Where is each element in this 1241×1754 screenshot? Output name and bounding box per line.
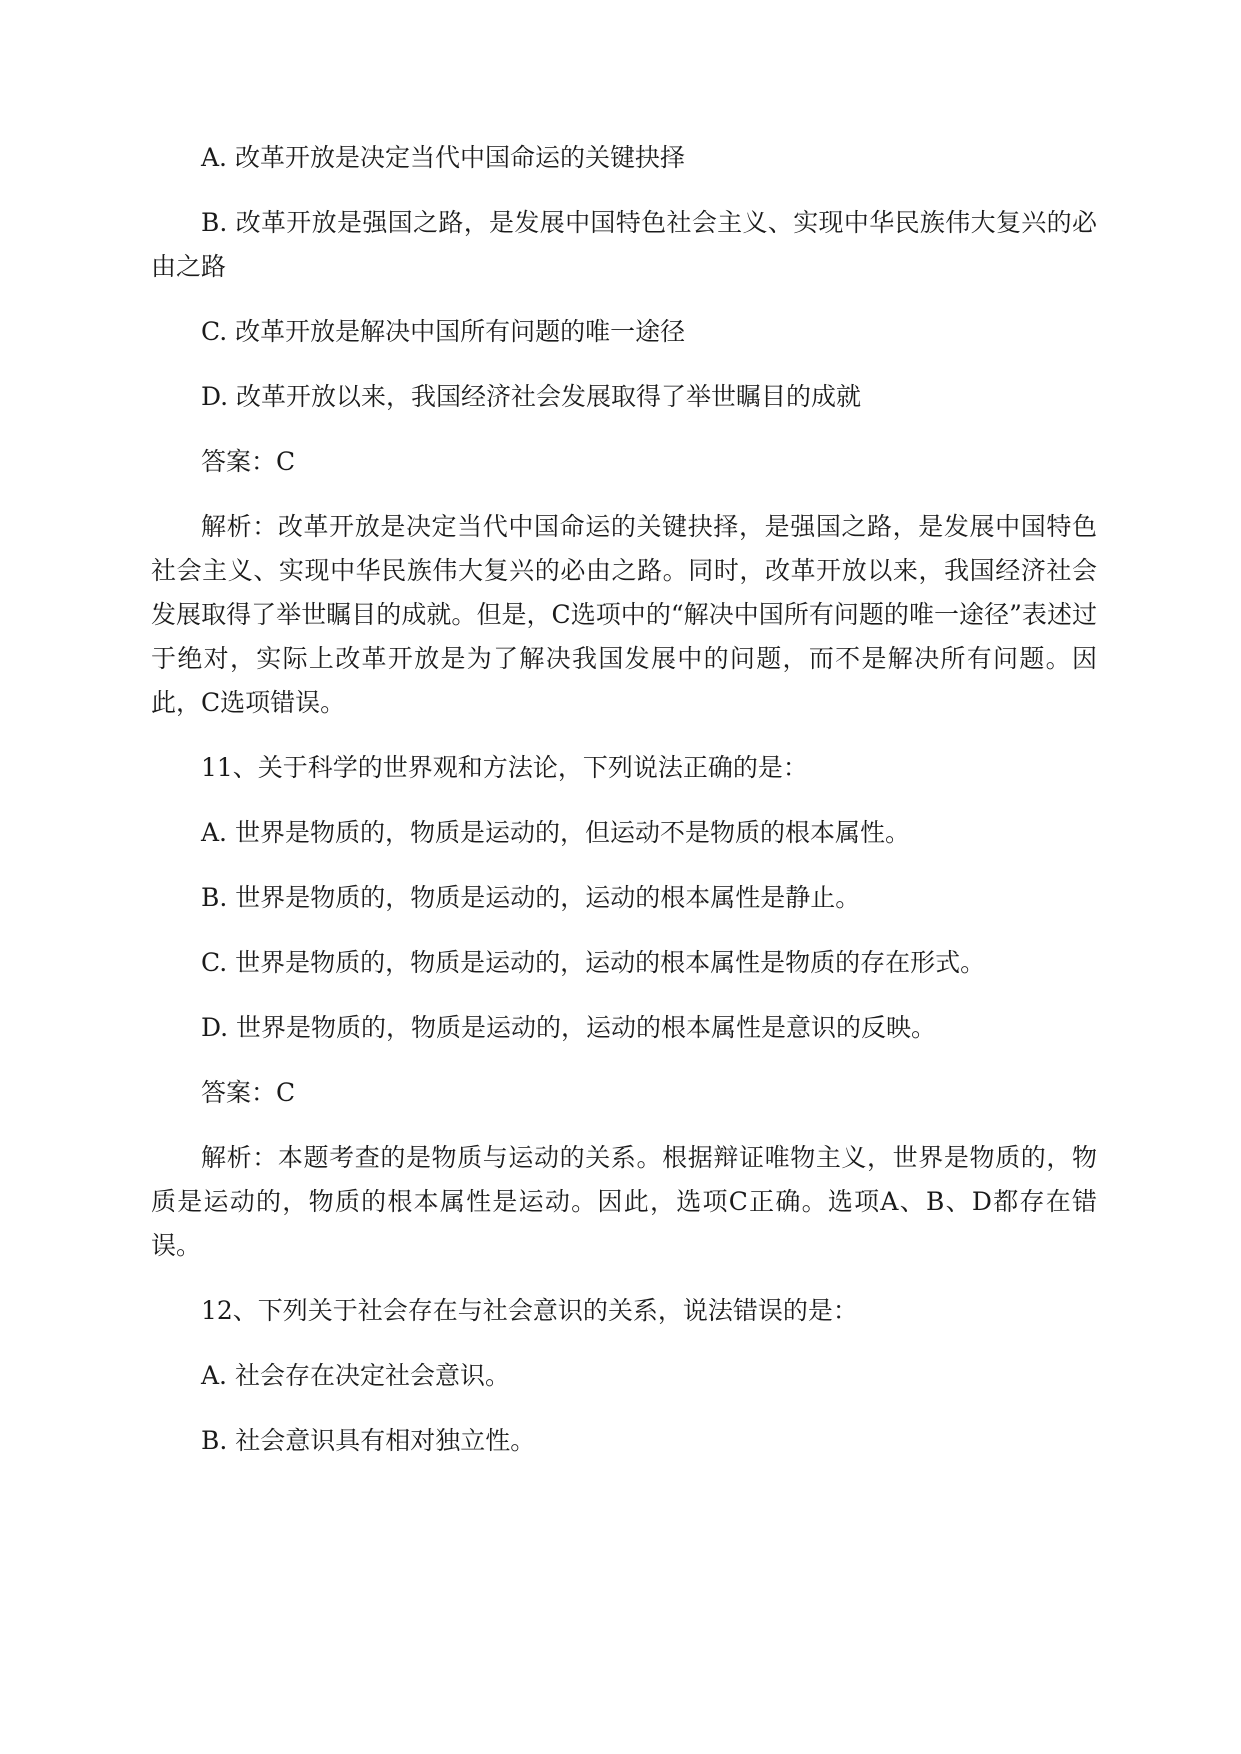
option-d-q10: D. 改革开放以来，我国经济社会发展取得了举世瞩目的成就 xyxy=(201,382,862,411)
answer-q11: 答案：C xyxy=(201,1078,296,1107)
option-a-q10: A. 改革开放是决定当代中国命运的关键抉择 xyxy=(201,143,685,172)
option-b-q10: B. 改革开放是强国之路，是发展中国特色社会主义、实现中华民族伟大复兴的必由之路 xyxy=(151,208,1097,281)
explanation-q11: 解析：本题考查的是物质与运动的关系。根据辩证唯物主义，世界是物质的，物质是运动的，物质的根本属性是运动。因此，选项C正确。选项A、B、D都存在错误。 xyxy=(151,1143,1097,1260)
answer-q10: 答案：C xyxy=(201,447,296,476)
question-11: 11、关于科学的世界观和方法论，下列说法正确的是： xyxy=(201,753,808,782)
option-a-q12: A. 社会存在决定社会意识。 xyxy=(201,1361,510,1390)
option-b-q11: B. 世界是物质的，物质是运动的，运动的根本属性是静止。 xyxy=(201,883,861,912)
explanation-q10: 解析：改革开放是决定当代中国命运的关键抉择，是强国之路，是发展中国特色社会主义、实现中华民族伟大复兴的必由之路。同时，改革开放以来，我国经济社会发展取得了举世瞩目的成就。但是，C选项中的“解决中国所有问题的唯一途径”表述过于绝对，实际上改革开放是为了解决我国发展中的问题，而不是解决所有问题。因此，C选项错误。 xyxy=(151,512,1097,717)
question-12: 12、下列关于社会存在与社会意识的关系，说法错误的是： xyxy=(201,1296,858,1325)
option-a-q11: A. 世界是物质的，物质是运动的，但运动不是物质的根本属性。 xyxy=(201,818,910,847)
option-c-q10: C. 改革开放是解决中国所有问题的唯一途径 xyxy=(201,317,686,346)
document-body xyxy=(151,136,1097,1484)
option-b-q12: B. 社会意识具有相对独立性。 xyxy=(201,1426,536,1455)
option-d-q11: D. 世界是物质的，物质是运动的，运动的根本属性是意识的反映。 xyxy=(201,1013,937,1042)
option-c-q11: C. 世界是物质的，物质是运动的，运动的根本属性是物质的存在形式。 xyxy=(201,948,986,977)
